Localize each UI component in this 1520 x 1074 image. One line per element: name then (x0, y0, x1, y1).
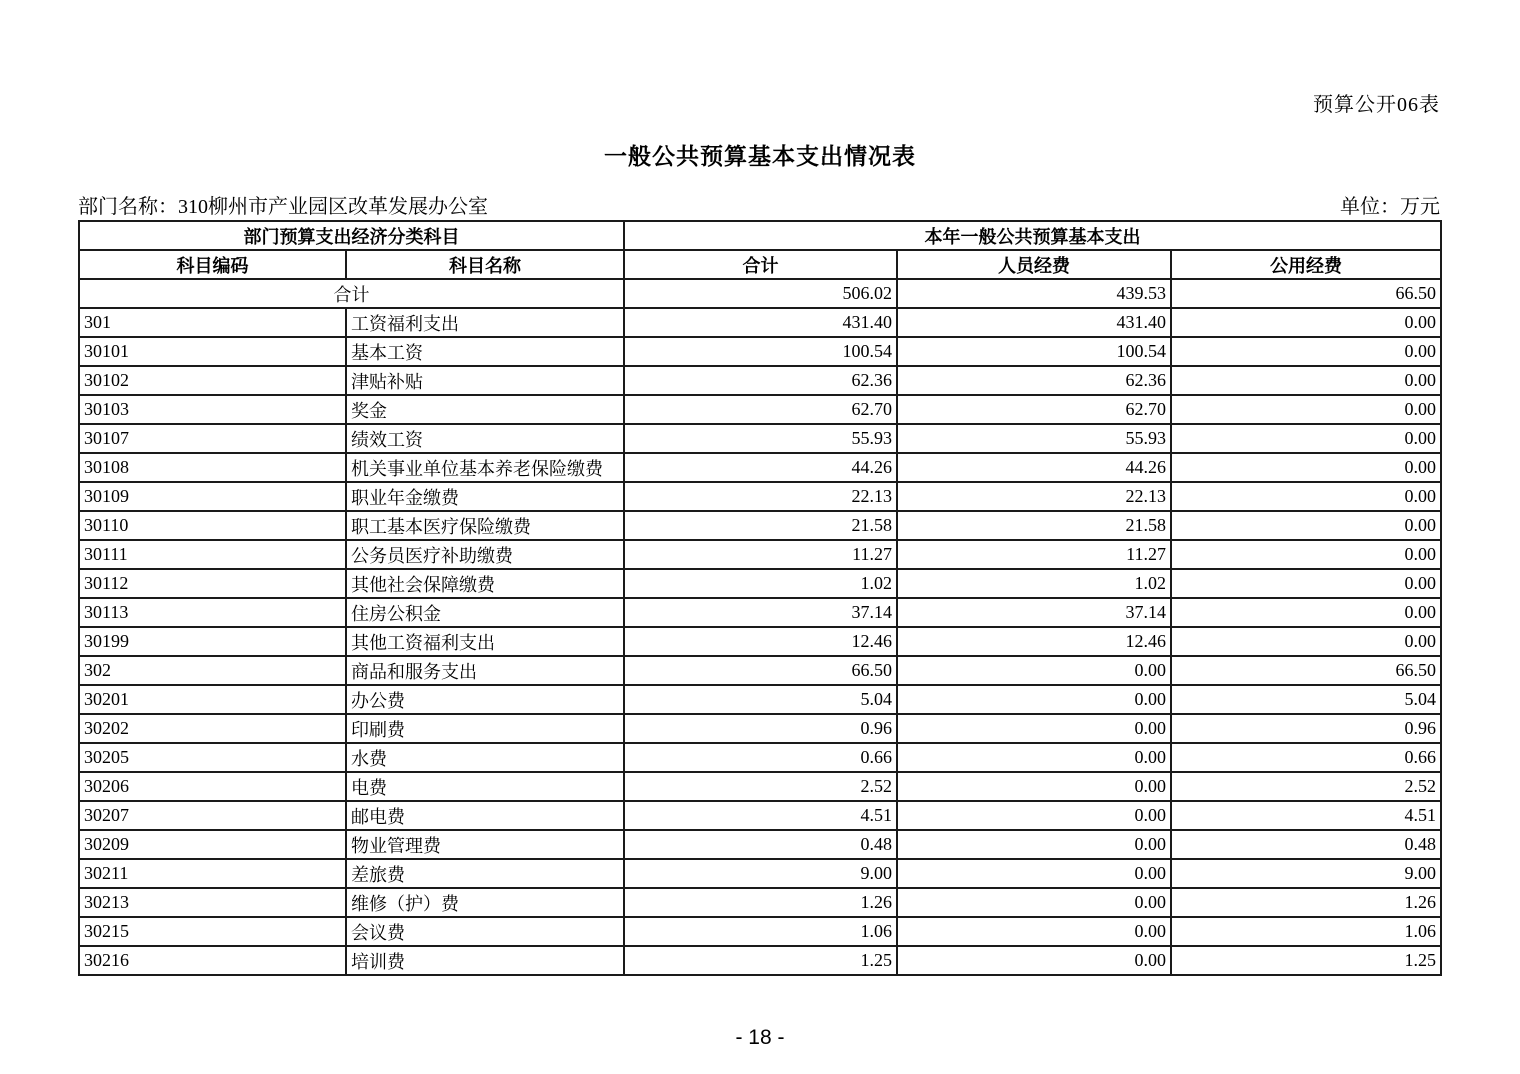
table-body (79, 279, 1441, 975)
subject-code-cell: 30213 (79, 888, 346, 917)
table-row (79, 685, 1441, 714)
subject-code-cell: 30215 (79, 917, 346, 946)
personnel-funds-cell: 37.14 (897, 598, 1171, 627)
column-header-row (79, 250, 1441, 279)
personnel-funds-cell: 100.54 (897, 337, 1171, 366)
public-funds-cell: 0.00 (1171, 337, 1441, 366)
public-funds-cell: 0.00 (1171, 308, 1441, 337)
subject-name-cell: 印刷费 (346, 714, 624, 743)
col-header-public-funds: 公用经费 (1171, 250, 1441, 279)
total-cell: 0.96 (624, 714, 897, 743)
total-cell: 37.14 (624, 598, 897, 627)
subject-code-cell: 30205 (79, 743, 346, 772)
subject-code-cell: 301 (79, 308, 346, 337)
subject-name-cell: 其他工资福利支出 (346, 627, 624, 656)
personnel-funds-cell: 62.70 (897, 395, 1171, 424)
subject-code-cell: 30103 (79, 395, 346, 424)
department-name: 部门名称：310柳州市产业园区改革发展办公室 (78, 196, 488, 218)
personnel-funds-cell: 21.58 (897, 511, 1171, 540)
subject-code-cell: 30102 (79, 366, 346, 395)
personnel-funds-cell: 0.00 (897, 714, 1171, 743)
doc-label: 预算公开06表 (1313, 94, 1440, 116)
total-cell: 0.66 (624, 743, 897, 772)
col-header-total: 合计 (624, 250, 897, 279)
total-cell: 44.26 (624, 453, 897, 482)
personnel-funds-cell: 22.13 (897, 482, 1171, 511)
total-cell: 2.52 (624, 772, 897, 801)
subject-name-cell: 奖金 (346, 395, 624, 424)
total-cell: 62.36 (624, 366, 897, 395)
public-funds-cell: 66.50 (1171, 656, 1441, 685)
subject-name-cell: 培训费 (346, 946, 624, 975)
table-row (79, 569, 1441, 598)
col-header-personnel-funds: 人员经费 (897, 250, 1171, 279)
total-row-personnel: 439.53 (897, 279, 1171, 308)
header-group-classification: 部门预算支出经济分类科目 (79, 221, 624, 250)
subject-code-cell: 302 (79, 656, 346, 685)
subject-name-cell: 电费 (346, 772, 624, 801)
personnel-funds-cell: 0.00 (897, 656, 1171, 685)
public-funds-cell: 0.00 (1171, 395, 1441, 424)
subject-name-cell: 商品和服务支出 (346, 656, 624, 685)
subject-code-cell: 30201 (79, 685, 346, 714)
public-funds-cell: 0.00 (1171, 627, 1441, 656)
personnel-funds-cell: 44.26 (897, 453, 1171, 482)
subject-code-cell: 30101 (79, 337, 346, 366)
table-row (79, 627, 1441, 656)
total-cell: 21.58 (624, 511, 897, 540)
public-funds-cell: 0.00 (1171, 540, 1441, 569)
subject-name-cell: 职业年金缴费 (346, 482, 624, 511)
personnel-funds-cell: 55.93 (897, 424, 1171, 453)
subject-code-cell: 30107 (79, 424, 346, 453)
public-funds-cell: 1.06 (1171, 917, 1441, 946)
budget-table (78, 220, 1442, 976)
table-row (79, 859, 1441, 888)
public-funds-cell: 0.00 (1171, 598, 1441, 627)
table-row (79, 540, 1441, 569)
personnel-funds-cell: 0.00 (897, 801, 1171, 830)
table-row (79, 453, 1441, 482)
personnel-funds-cell: 0.00 (897, 859, 1171, 888)
col-header-subject-code: 科目编码 (79, 250, 346, 279)
table-row (79, 424, 1441, 453)
subject-name-cell: 基本工资 (346, 337, 624, 366)
subject-name-cell: 工资福利支出 (346, 308, 624, 337)
subject-name-cell: 会议费 (346, 917, 624, 946)
personnel-funds-cell: 12.46 (897, 627, 1171, 656)
table-row (79, 743, 1441, 772)
total-row-label: 合计 (79, 279, 624, 308)
personnel-funds-cell: 1.02 (897, 569, 1171, 598)
table-row (79, 366, 1441, 395)
subject-code-cell: 30211 (79, 859, 346, 888)
public-funds-cell: 5.04 (1171, 685, 1441, 714)
total-cell: 1.26 (624, 888, 897, 917)
personnel-funds-cell: 0.00 (897, 772, 1171, 801)
subject-code-cell: 30108 (79, 453, 346, 482)
public-funds-cell: 4.51 (1171, 801, 1441, 830)
total-cell: 5.04 (624, 685, 897, 714)
subject-name-cell: 公务员医疗补助缴费 (346, 540, 624, 569)
table-row (79, 772, 1441, 801)
personnel-funds-cell: 0.00 (897, 685, 1171, 714)
subject-name-cell: 住房公积金 (346, 598, 624, 627)
personnel-funds-cell: 0.00 (897, 946, 1171, 975)
public-funds-cell: 1.26 (1171, 888, 1441, 917)
header-group-row (79, 221, 1441, 250)
total-cell: 1.06 (624, 917, 897, 946)
subject-name-cell: 邮电费 (346, 801, 624, 830)
personnel-funds-cell: 11.27 (897, 540, 1171, 569)
table-row (79, 656, 1441, 685)
public-funds-cell: 0.00 (1171, 453, 1441, 482)
public-funds-cell: 1.25 (1171, 946, 1441, 975)
subject-name-cell: 差旅费 (346, 859, 624, 888)
table-row (79, 395, 1441, 424)
subject-name-cell: 办公费 (346, 685, 624, 714)
table-row (79, 714, 1441, 743)
table-row (79, 888, 1441, 917)
public-funds-cell: 9.00 (1171, 859, 1441, 888)
subject-name-cell: 津贴补贴 (346, 366, 624, 395)
table-row (79, 337, 1441, 366)
table-row (79, 830, 1441, 859)
total-cell: 62.70 (624, 395, 897, 424)
total-cell: 12.46 (624, 627, 897, 656)
table-row (79, 801, 1441, 830)
page-number: - 18 - (735, 1026, 785, 1049)
total-cell: 1.25 (624, 946, 897, 975)
public-funds-cell: 0.00 (1171, 569, 1441, 598)
total-cell: 431.40 (624, 308, 897, 337)
personnel-funds-cell: 62.36 (897, 366, 1171, 395)
subject-name-cell: 其他社会保障缴费 (346, 569, 624, 598)
subject-code-cell: 30109 (79, 482, 346, 511)
personnel-funds-cell: 0.00 (897, 743, 1171, 772)
personnel-funds-cell: 0.00 (897, 830, 1171, 859)
table-row (79, 598, 1441, 627)
public-funds-cell: 2.52 (1171, 772, 1441, 801)
subject-name-cell: 物业管理费 (346, 830, 624, 859)
subject-name-cell: 水费 (346, 743, 624, 772)
table-row (79, 917, 1441, 946)
subject-code-cell: 30199 (79, 627, 346, 656)
personnel-funds-cell: 0.00 (897, 917, 1171, 946)
subject-code-cell: 30110 (79, 511, 346, 540)
public-funds-cell: 0.66 (1171, 743, 1441, 772)
public-funds-cell: 0.00 (1171, 511, 1441, 540)
total-row (79, 279, 1441, 308)
total-cell: 22.13 (624, 482, 897, 511)
col-header-subject-name: 科目名称 (346, 250, 624, 279)
total-cell: 66.50 (624, 656, 897, 685)
total-cell: 11.27 (624, 540, 897, 569)
unit-label: 单位：万元 (1340, 196, 1440, 218)
personnel-funds-cell: 431.40 (897, 308, 1171, 337)
public-funds-cell: 0.96 (1171, 714, 1441, 743)
public-funds-cell: 0.00 (1171, 482, 1441, 511)
subject-code-cell: 30113 (79, 598, 346, 627)
header-group-expenditure: 本年一般公共预算基本支出 (624, 221, 1441, 250)
page-title: 一般公共预算基本支出情况表 (604, 144, 916, 169)
public-funds-cell: 0.00 (1171, 424, 1441, 453)
table-row (79, 511, 1441, 540)
subject-name-cell: 机关事业单位基本养老保险缴费 (346, 453, 624, 482)
table-row (79, 946, 1441, 975)
meta-row (78, 190, 1440, 219)
table-row (79, 308, 1441, 337)
subject-code-cell: 30207 (79, 801, 346, 830)
subject-code-cell: 30112 (79, 569, 346, 598)
subject-name-cell: 职工基本医疗保险缴费 (346, 511, 624, 540)
subject-code-cell: 30209 (79, 830, 346, 859)
public-funds-cell: 0.00 (1171, 366, 1441, 395)
total-cell: 4.51 (624, 801, 897, 830)
total-cell: 0.48 (624, 830, 897, 859)
total-row-total: 506.02 (624, 279, 897, 308)
subject-code-cell: 30216 (79, 946, 346, 975)
subject-code-cell: 30206 (79, 772, 346, 801)
subject-code-cell: 30111 (79, 540, 346, 569)
subject-name-cell: 维修（护）费 (346, 888, 624, 917)
subject-name-cell: 绩效工资 (346, 424, 624, 453)
table-row (79, 482, 1441, 511)
public-funds-cell: 0.48 (1171, 830, 1441, 859)
total-cell: 100.54 (624, 337, 897, 366)
total-cell: 1.02 (624, 569, 897, 598)
total-row-public: 66.50 (1171, 279, 1441, 308)
total-cell: 55.93 (624, 424, 897, 453)
personnel-funds-cell: 0.00 (897, 888, 1171, 917)
total-cell: 9.00 (624, 859, 897, 888)
subject-code-cell: 30202 (79, 714, 346, 743)
